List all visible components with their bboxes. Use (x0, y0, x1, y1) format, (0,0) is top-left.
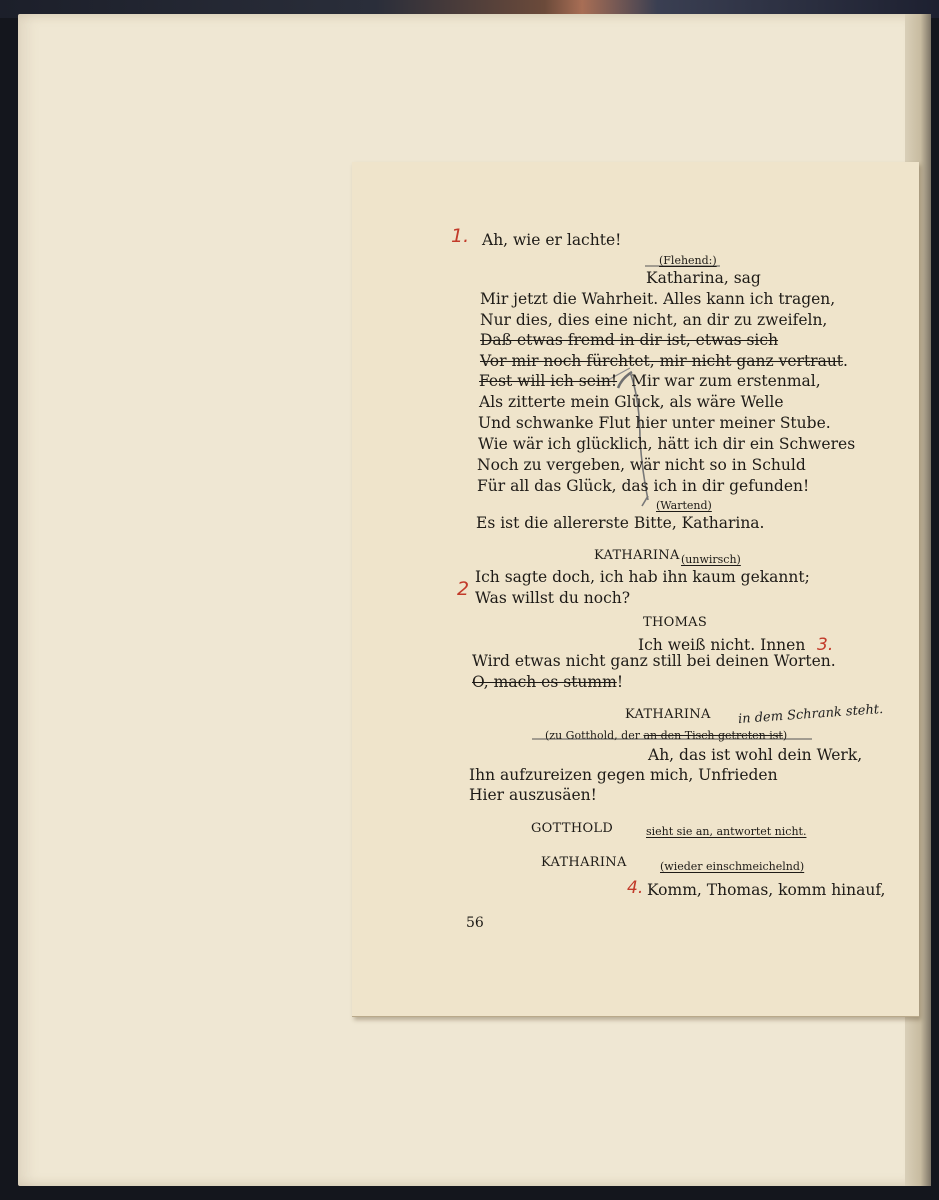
line-17: Was willst du noch? (475, 589, 631, 607)
line-20-tail: ! (616, 673, 624, 691)
stage-direction-zu-gotthold (545, 727, 787, 745)
stage-zu-gotthold-b: ) (782, 729, 788, 742)
margin-mark-1: 1. (451, 225, 470, 247)
margin-mark-2: 2 (457, 578, 470, 600)
line-7-struck: Vor mir noch fürchtet, mir nicht ganz vertraut (480, 352, 844, 370)
stage-direction-flehend: (Flehend:) (659, 254, 717, 267)
line-22: Ihn aufzureizen gegen mich, Unfrieden (469, 766, 778, 784)
line-8-struck: Fest will ich sein! (479, 372, 618, 390)
line-23: Hier auszusäen! (469, 786, 597, 804)
page-number: 56 (466, 915, 484, 931)
margin-mark-4: 4. (627, 878, 644, 898)
stage-direction-einschmeichelnd: (wieder einschmeichelnd) (660, 860, 805, 873)
line-8 (479, 372, 821, 390)
line-13: Für all das Glück, das ich in dir gefunden! (477, 477, 810, 495)
speaker-thomas: THOMAS (643, 615, 708, 630)
line-3: Katharina, sag (646, 269, 761, 287)
line-10: Und schwanke Flut hier unter meiner Stube. (478, 414, 831, 432)
speaker-katharina-2: KATHARINA (625, 707, 711, 722)
line-18: Ich weiß nicht. Innen (638, 636, 806, 654)
stage-direction-sieht-sie-an: sieht sie an, antwortet nicht. (646, 825, 807, 838)
line-11: Wie wär ich glücklich, hätt ich dir ein Schweres (478, 435, 856, 453)
stage-direction-unwirsch: (unwirsch) (681, 553, 741, 566)
line-16: Ich sagte doch, ich hab ihn kaum gekannt; (475, 568, 810, 586)
line-19: Wird etwas nicht ganz still bei deinen Worten. (472, 652, 836, 670)
line-8-tail: Mir war zum erstenmal, (631, 372, 821, 390)
line-21: Ah, das ist wohl dein Werk, (648, 746, 863, 764)
margin-mark-3: 3. (817, 635, 834, 655)
line-1: Ah, wie er lachte! (482, 231, 622, 249)
line-15: Es ist die allererste Bitte, Katharina. (476, 514, 765, 532)
line-20 (472, 673, 623, 691)
speaker-katharina-3: KATHARINA (541, 855, 627, 870)
line-5: Nur dies, dies eine nicht, an dir zu zweifeln, (480, 311, 828, 329)
line-7 (480, 352, 848, 370)
line-24: Komm, Thomas, komm hinauf, (647, 881, 886, 899)
line-20-struck: O, mach es stumm (472, 673, 617, 691)
line-4: Mir jetzt die Wahrheit. Alles kann ich tragen, (480, 290, 836, 308)
stage-zu-gotthold-struck: an den Tisch getreten ist (643, 729, 783, 742)
speaker-katharina-1: KATHARINA (594, 548, 680, 563)
line-7-tail: . (843, 352, 848, 370)
line-9: Als zitterte mein Glück, als wäre Welle (479, 393, 784, 411)
stage-zu-gotthold-a: (zu Gotthold, der (545, 729, 644, 742)
stage-direction-wartend: (Wartend) (656, 499, 712, 512)
line-6-struck: Daß etwas fremd in dir ist, etwas sich (480, 331, 779, 349)
handwritten-insertion: in dem Schrank steht. (737, 701, 884, 728)
line-12: Noch zu vergeben, wär nicht so in Schuld (477, 456, 806, 474)
speaker-gotthold: GOTTHOLD (531, 821, 614, 836)
